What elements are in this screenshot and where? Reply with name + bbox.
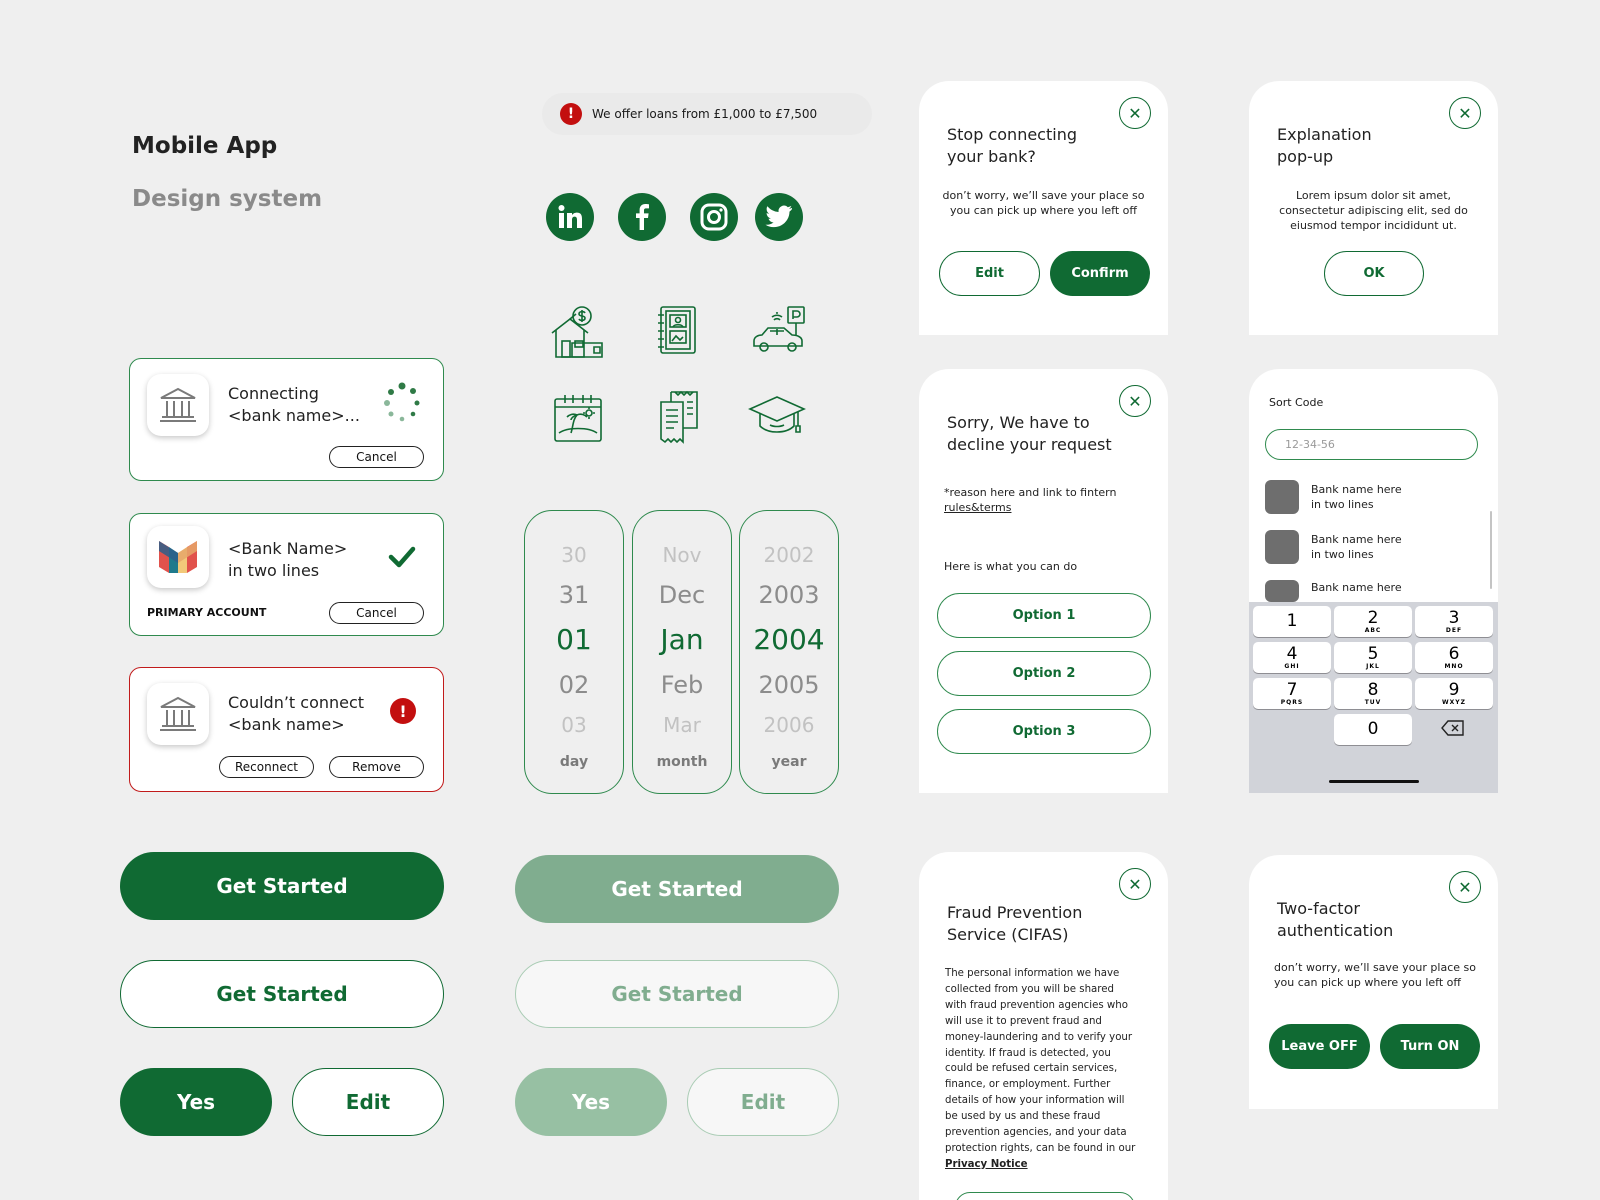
year-value[interactable]: 2006 [763, 713, 815, 737]
what-you-can-do: Here is what you can do [944, 560, 1078, 573]
modal-title-line-2: pop-up [1277, 147, 1334, 166]
day-value[interactable]: 02 [558, 671, 590, 699]
modal-title-line-2: your bank? [947, 147, 1036, 166]
bank-list-line-2: in two lines [1311, 548, 1374, 561]
close-icon[interactable]: ✕ [1119, 868, 1151, 900]
bank-name-line-2: in two lines [228, 561, 320, 580]
cancel-button[interactable]: Cancel [329, 446, 424, 468]
page-subtitle: Design system [132, 186, 323, 212]
remove-button[interactable]: Remove [329, 756, 424, 778]
bank-thumbnail [1265, 530, 1299, 564]
status-line-1: Connecting [228, 384, 319, 403]
modal-title-line-1: Sorry, We have to [947, 413, 1090, 432]
list-item[interactable] [1265, 530, 1402, 564]
key-0[interactable]: 0 [1334, 714, 1412, 745]
home-indicator [1329, 780, 1419, 783]
fraud-body-line: be used by us and these fraud [945, 1111, 1101, 1123]
cancel-button[interactable]: Cancel [329, 602, 424, 624]
modal-title-line-2: Service (CIFAS) [947, 925, 1069, 944]
modal-body-line-2: consectetur adipiscing elit, sed do [1279, 204, 1468, 217]
leave-off-button[interactable]: Leave OFF [1269, 1024, 1370, 1069]
modal-body-line-2: you can pick up where you left off [950, 204, 1137, 217]
bank-list-line-1: Bank name here [1311, 581, 1402, 594]
get-started-button-outline[interactable]: Get Started [120, 960, 444, 1028]
fraud-body-line: with fraud prevention agencies who [945, 999, 1128, 1011]
fraud-body-line: collected from you will be shared [945, 983, 1114, 995]
year-value[interactable]: 2003 [758, 581, 820, 609]
modal-body-line-1: don’t worry, we’ll save your place so [942, 189, 1145, 202]
graduation-cap-icon [748, 395, 806, 443]
key-5[interactable]: 5 JKL [1334, 642, 1412, 673]
privacy-notice-link[interactable]: Privacy Notice [945, 1158, 1028, 1170]
linkedin-icon[interactable] [546, 193, 594, 241]
facebook-icon[interactable] [618, 193, 666, 241]
list-item[interactable] [1265, 580, 1402, 602]
confirm-button[interactable]: Confirm [1050, 251, 1150, 296]
key-1[interactable]: 1 [1253, 606, 1331, 637]
bank-connected-card [129, 513, 444, 636]
error-line-2: <bank name> [228, 715, 345, 734]
year-value[interactable]: 2005 [758, 671, 820, 699]
edit-button[interactable]: Edit [292, 1068, 444, 1136]
primary-account-label: PRIMARY ACCOUNT [147, 606, 267, 619]
bank-list-line-2: in two lines [1311, 498, 1374, 511]
year-picker[interactable] [739, 510, 839, 794]
key-6[interactable]: 6 MNO [1415, 642, 1493, 673]
bank-list-line-1: Bank name here [1311, 483, 1402, 496]
month-value[interactable]: Feb [660, 671, 704, 699]
year-selected[interactable]: 2004 [753, 623, 825, 656]
key-3[interactable]: 3 DEF [1415, 606, 1493, 637]
bank-logo [147, 683, 209, 745]
bank-logo [147, 374, 209, 436]
option-2-button[interactable]: Option 2 [937, 651, 1151, 696]
fraud-body-line: prevention agencies, and your data [945, 1127, 1127, 1139]
key-4[interactable]: 4 GHI [1253, 642, 1331, 673]
key-7[interactable]: 7 PQRS [1253, 678, 1331, 709]
decline-modal [919, 369, 1168, 793]
stop-connecting-modal [919, 81, 1168, 335]
error-line-1: Couldn’t connect [228, 693, 365, 712]
car-parking-icon [750, 305, 808, 359]
bank-connecting-card [129, 358, 444, 481]
yes-button-disabled[interactable]: Yes [515, 1068, 667, 1136]
fraud-body-line: could be refused certain services, [945, 1063, 1118, 1075]
month-value[interactable]: Dec [658, 581, 706, 609]
receipt-icon [657, 390, 701, 448]
month-picker[interactable] [632, 510, 732, 794]
fraud-body-line: The personal information we have [945, 968, 1120, 979]
month-value[interactable]: Nov [662, 543, 702, 567]
edit-button-disabled[interactable]: Edit [687, 1068, 839, 1136]
loading-spinner-icon [382, 382, 422, 428]
day-picker[interactable] [524, 510, 624, 794]
year-value[interactable]: 2002 [763, 543, 815, 567]
month-value[interactable]: Mar [663, 713, 701, 737]
key-9[interactable]: 9 WXYZ [1415, 678, 1493, 709]
fraud-prevention-modal [919, 852, 1168, 1200]
fraud-body-line: finance, or employment. Further [945, 1079, 1111, 1091]
page-title: Mobile App [132, 133, 278, 159]
modal-title-line-2: decline your request [947, 435, 1112, 454]
yes-button[interactable]: Yes [120, 1068, 272, 1136]
notebook-icon [655, 305, 699, 359]
two-factor-modal [1249, 855, 1498, 1109]
checkmark-icon [388, 546, 416, 572]
modal-body-line-1: don’t worry, we’ll save your place so [1274, 961, 1476, 974]
fraud-body-line: details of how your information will [945, 1095, 1125, 1107]
fraud-body-line: money-laundering and to verify your [945, 1031, 1133, 1043]
sort-code-label: Sort Code [1269, 396, 1324, 409]
modal-body-line-2: you can pick up where you left off [1274, 976, 1461, 989]
turn-on-button[interactable]: Turn ON [1380, 1024, 1480, 1069]
explanation-modal [1249, 81, 1498, 335]
edit-button[interactable]: Edit [939, 251, 1040, 296]
key-2[interactable]: 2 ABC [1334, 606, 1412, 637]
scrollbar[interactable] [1490, 511, 1492, 589]
option-3-button[interactable]: Option 3 [937, 709, 1151, 754]
day-value[interactable]: 31 [558, 581, 590, 609]
month-label: month [656, 754, 708, 770]
loan-notice [542, 93, 872, 135]
reconnect-button[interactable]: Reconnect [219, 756, 314, 778]
ok-button[interactable]: OK [1324, 251, 1424, 296]
error-icon: ! [390, 698, 416, 724]
twitter-icon[interactable] [755, 193, 803, 241]
day-value[interactable]: 03 [561, 713, 587, 737]
get-started-button-disabled[interactable]: Get Started [515, 855, 839, 923]
fraud-body-line: will use it to prevent fraud and [945, 1015, 1102, 1027]
modal-title-line-2: authentication [1277, 921, 1394, 940]
sort-code-input[interactable]: 12-34-56 [1265, 429, 1478, 460]
fraud-body-line: protection rights, can be found in our [945, 1142, 1136, 1154]
list-item[interactable] [1265, 480, 1402, 514]
day-value[interactable]: 30 [561, 543, 587, 567]
modal-title-line-1: Stop connecting [947, 125, 1077, 144]
bank-list-line-1: Bank name here [1311, 533, 1402, 546]
bank-error-card [129, 667, 444, 792]
modal-title-line-1: Two-factor [1277, 899, 1360, 918]
day-selected[interactable]: 01 [556, 623, 592, 656]
bank-logo [147, 526, 209, 588]
modal-title-line-1: Explanation [1277, 125, 1372, 144]
key-8[interactable]: 8 TUV [1334, 678, 1412, 709]
close-icon[interactable]: ✕ [1449, 97, 1481, 129]
numeric-keypad [1249, 602, 1498, 793]
backspace-icon[interactable] [1441, 720, 1465, 740]
instagram-icon[interactable] [690, 193, 738, 241]
bank-thumbnail [1265, 580, 1299, 602]
house-money-icon [550, 305, 606, 363]
day-label: day [559, 754, 589, 770]
fraud-body-line: identity. If fraud is detected, you [945, 1047, 1111, 1059]
sort-code-modal [1249, 369, 1498, 793]
get-started-button-primary[interactable]: Get Started [120, 852, 444, 920]
bank-name-line-1: <Bank Name> [228, 539, 348, 558]
notice-text: We offer loans from £1,000 to £7,500 [592, 107, 818, 121]
modal-title-line-1: Fraud Prevention [947, 903, 1083, 922]
month-selected[interactable]: Jan [660, 623, 704, 656]
status-line-2: <bank name>... [228, 406, 360, 425]
option-1-button[interactable]: Option 1 [937, 593, 1151, 638]
calendar-beach-icon [553, 393, 603, 447]
close-icon[interactable]: ✕ [1119, 97, 1151, 129]
bank-thumbnail [1265, 480, 1299, 514]
year-label: year [771, 754, 807, 770]
fraud-modal-button[interactable] [955, 1192, 1135, 1200]
alert-icon: ! [560, 103, 582, 125]
modal-body-line-3: eiusmod tempor incididunt ut. [1290, 219, 1457, 232]
get-started-button-outline-disabled[interactable]: Get Started [515, 960, 839, 1028]
modal-body-line-1: Lorem ipsum dolor sit amet, [1295, 189, 1452, 202]
close-icon[interactable]: ✕ [1449, 871, 1481, 903]
close-icon[interactable]: ✕ [1119, 385, 1151, 417]
decline-reason: *reason here and link to fintern [944, 486, 1117, 499]
rules-terms-link[interactable]: rules&terms [944, 501, 1012, 514]
